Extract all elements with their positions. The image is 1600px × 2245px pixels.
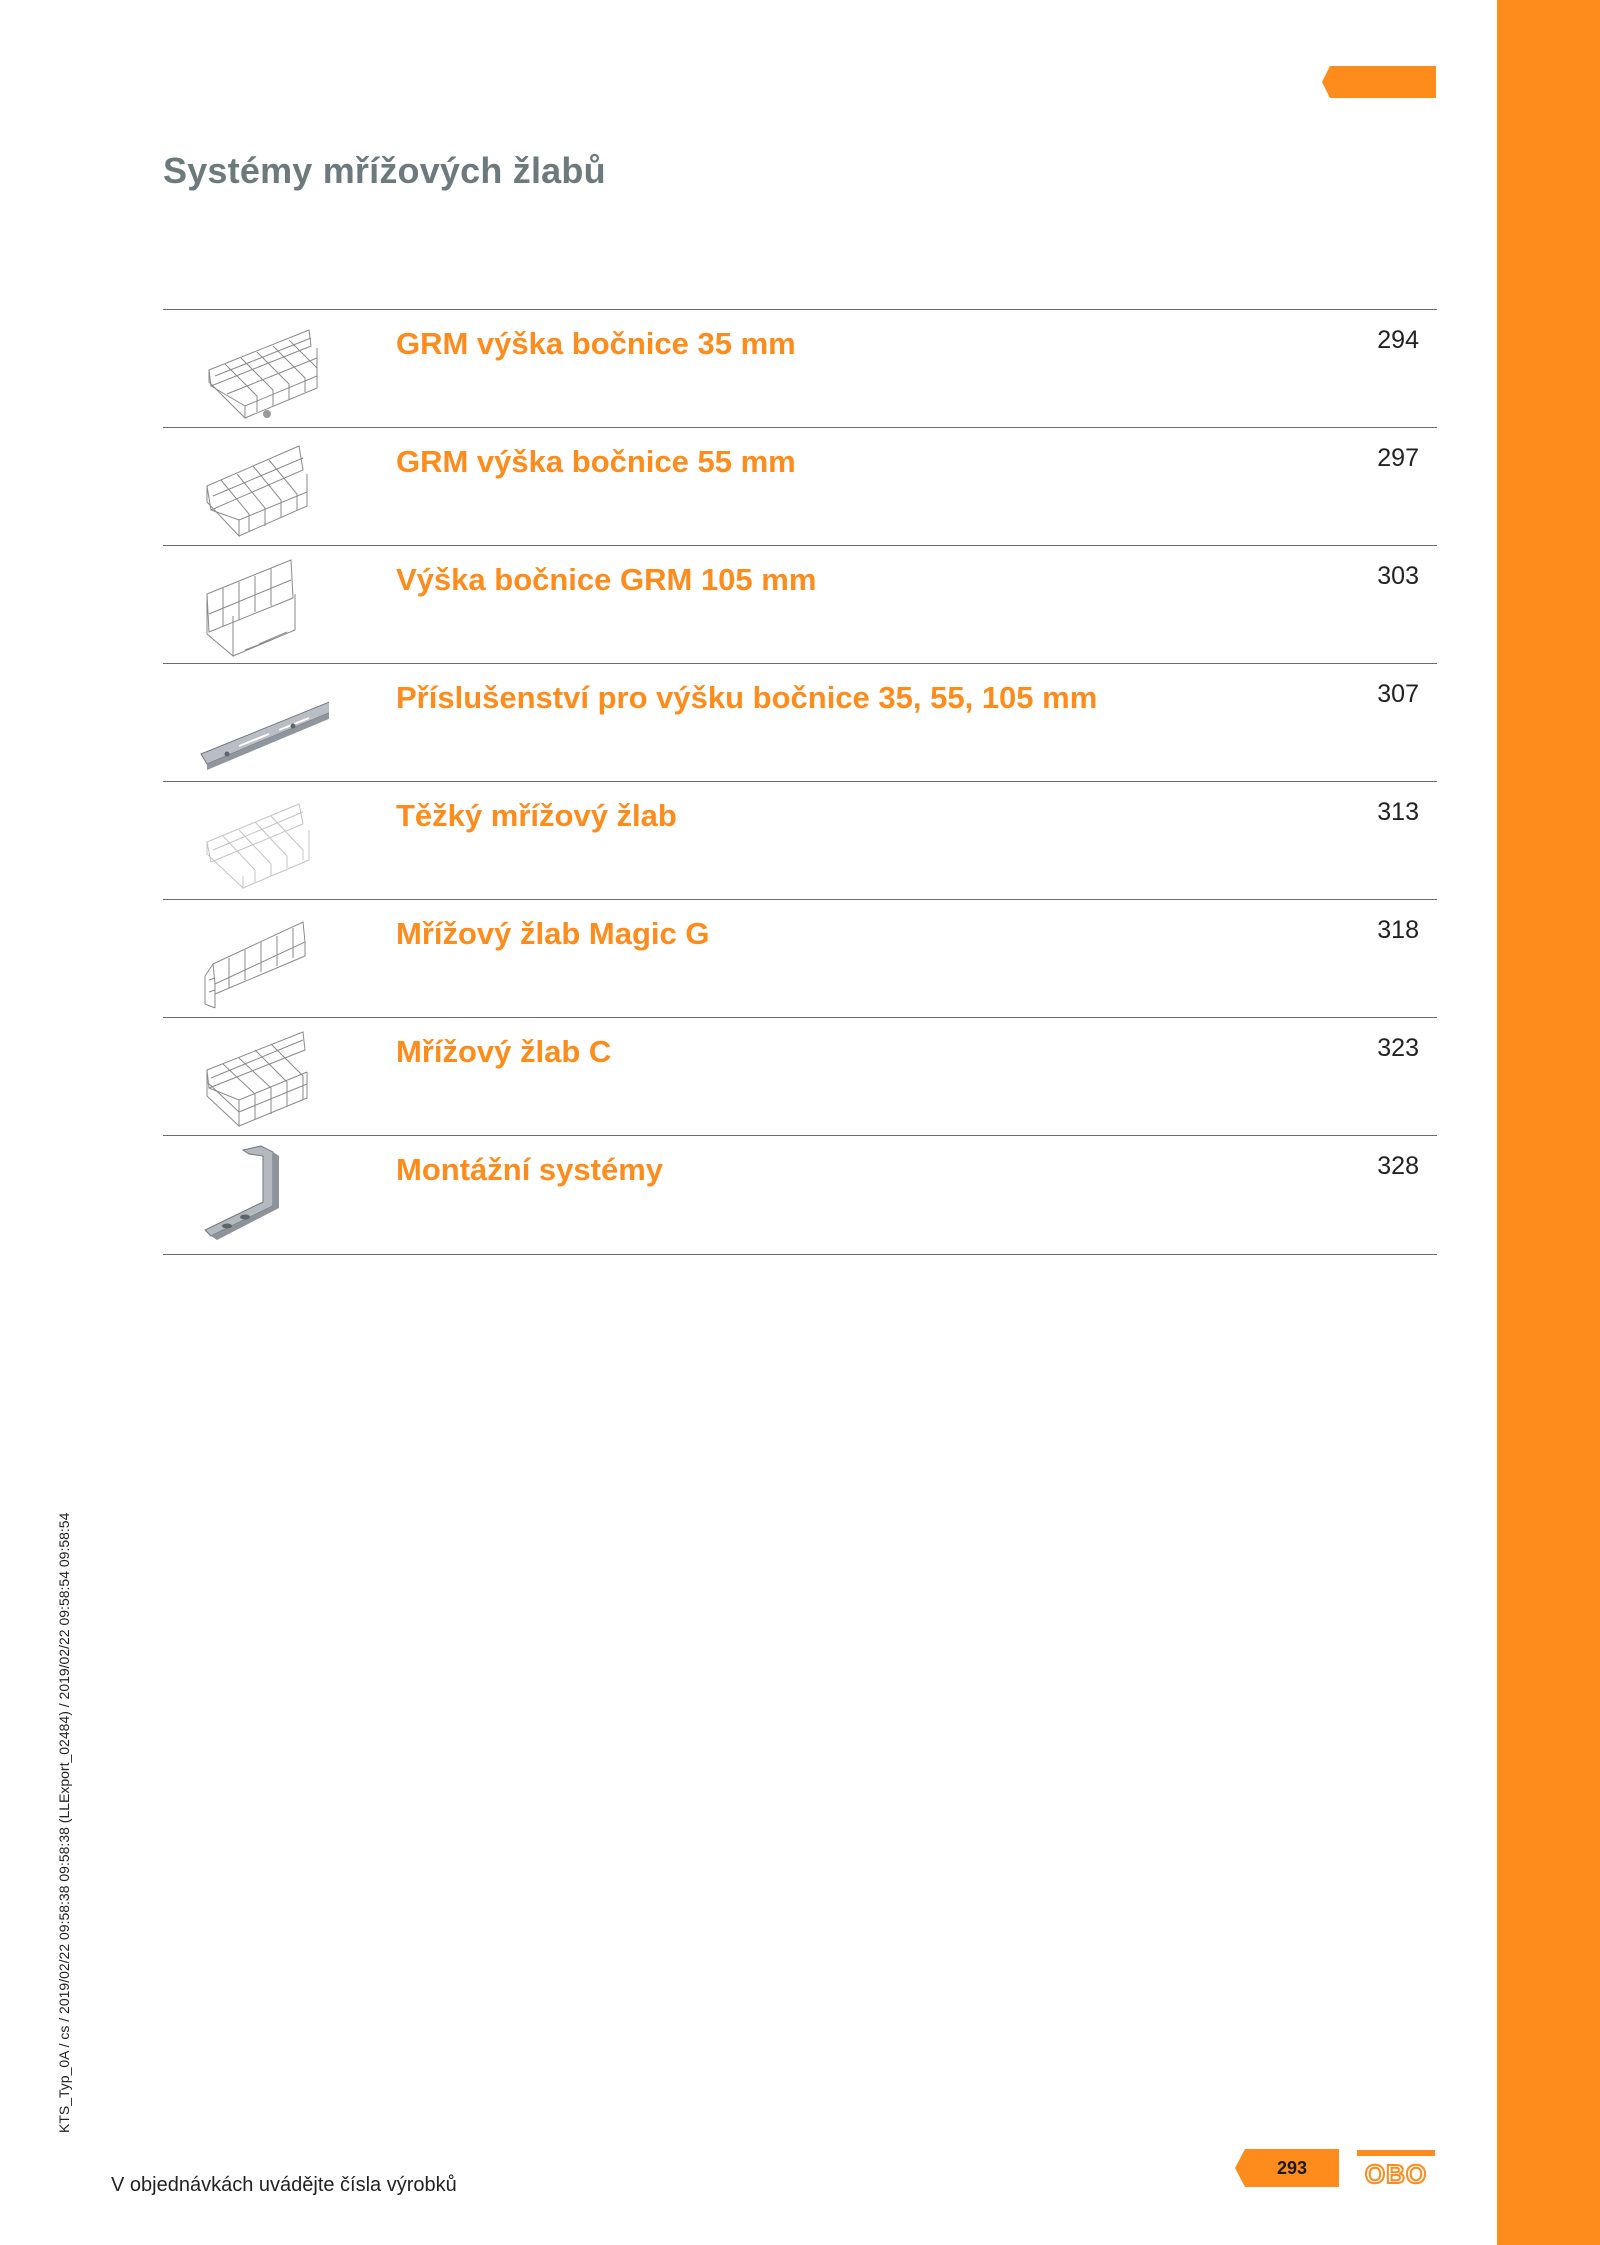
toc-page-number: 303 bbox=[1377, 562, 1419, 590]
obo-logo bbox=[1356, 2149, 1436, 2189]
toc-title: Těžký mřížový žlab bbox=[396, 798, 677, 833]
connector-rail-image bbox=[199, 672, 329, 776]
toc-title: Montážní systémy bbox=[396, 1152, 664, 1187]
toc-row[interactable] bbox=[163, 427, 1437, 545]
print-metadata: KTS_Typ_0A / cs / 2019/02/22 09:58:38 09:58:38 (LLExport_02484) / 2019/02/22 09:58:54 09:58:54 bbox=[56, 1512, 72, 2133]
toc-title: Mřížový žlab C bbox=[396, 1034, 612, 1069]
mounting-bracket-image bbox=[199, 1144, 329, 1248]
toc-row[interactable] bbox=[163, 309, 1437, 427]
table-of-contents bbox=[163, 309, 1437, 1255]
toc-row[interactable] bbox=[163, 1135, 1437, 1255]
c-tray-image bbox=[199, 1026, 329, 1130]
svg-text:OBO: OBO bbox=[1364, 2159, 1428, 2189]
toc-page-number: 313 bbox=[1377, 798, 1419, 826]
toc-title: Výška bočnice GRM 105 mm bbox=[396, 562, 817, 597]
toc-row[interactable] bbox=[163, 1017, 1437, 1135]
toc-row[interactable] bbox=[163, 663, 1437, 781]
toc-row[interactable] bbox=[163, 781, 1437, 899]
toc-page-number: 294 bbox=[1377, 326, 1419, 354]
toc-row[interactable] bbox=[163, 545, 1437, 663]
cable-tray-105-image bbox=[199, 554, 329, 658]
toc-page-number: 318 bbox=[1377, 916, 1419, 944]
cable-tray-35-image bbox=[199, 318, 329, 422]
toc-title: Příslušenství pro výšku bočnice 35, 55, 105 mm bbox=[396, 680, 1098, 715]
toc-page-number: 297 bbox=[1377, 444, 1419, 472]
toc-title: GRM výška bočnice 55 mm bbox=[396, 444, 796, 479]
toc-title: Mřížový žlab Magic G bbox=[396, 916, 710, 951]
page-title: Systémy mřížových žlabů bbox=[163, 150, 606, 191]
heavy-tray-image bbox=[199, 790, 329, 894]
chapter-tab bbox=[1322, 66, 1436, 98]
toc-row[interactable] bbox=[163, 899, 1437, 1017]
toc-page-number: 328 bbox=[1377, 1152, 1419, 1180]
footer-note: V objednávkách uvádějte čísla výrobků bbox=[111, 2174, 457, 2196]
toc-title: GRM výška bočnice 35 mm bbox=[396, 326, 796, 361]
page-number: 293 bbox=[1276, 2158, 1308, 2178]
side-band bbox=[1497, 0, 1600, 2245]
toc-page-number: 323 bbox=[1377, 1034, 1419, 1062]
magic-g-tray-image bbox=[199, 908, 329, 1012]
toc-page-number: 307 bbox=[1377, 680, 1419, 708]
cable-tray-55-image bbox=[199, 436, 329, 540]
